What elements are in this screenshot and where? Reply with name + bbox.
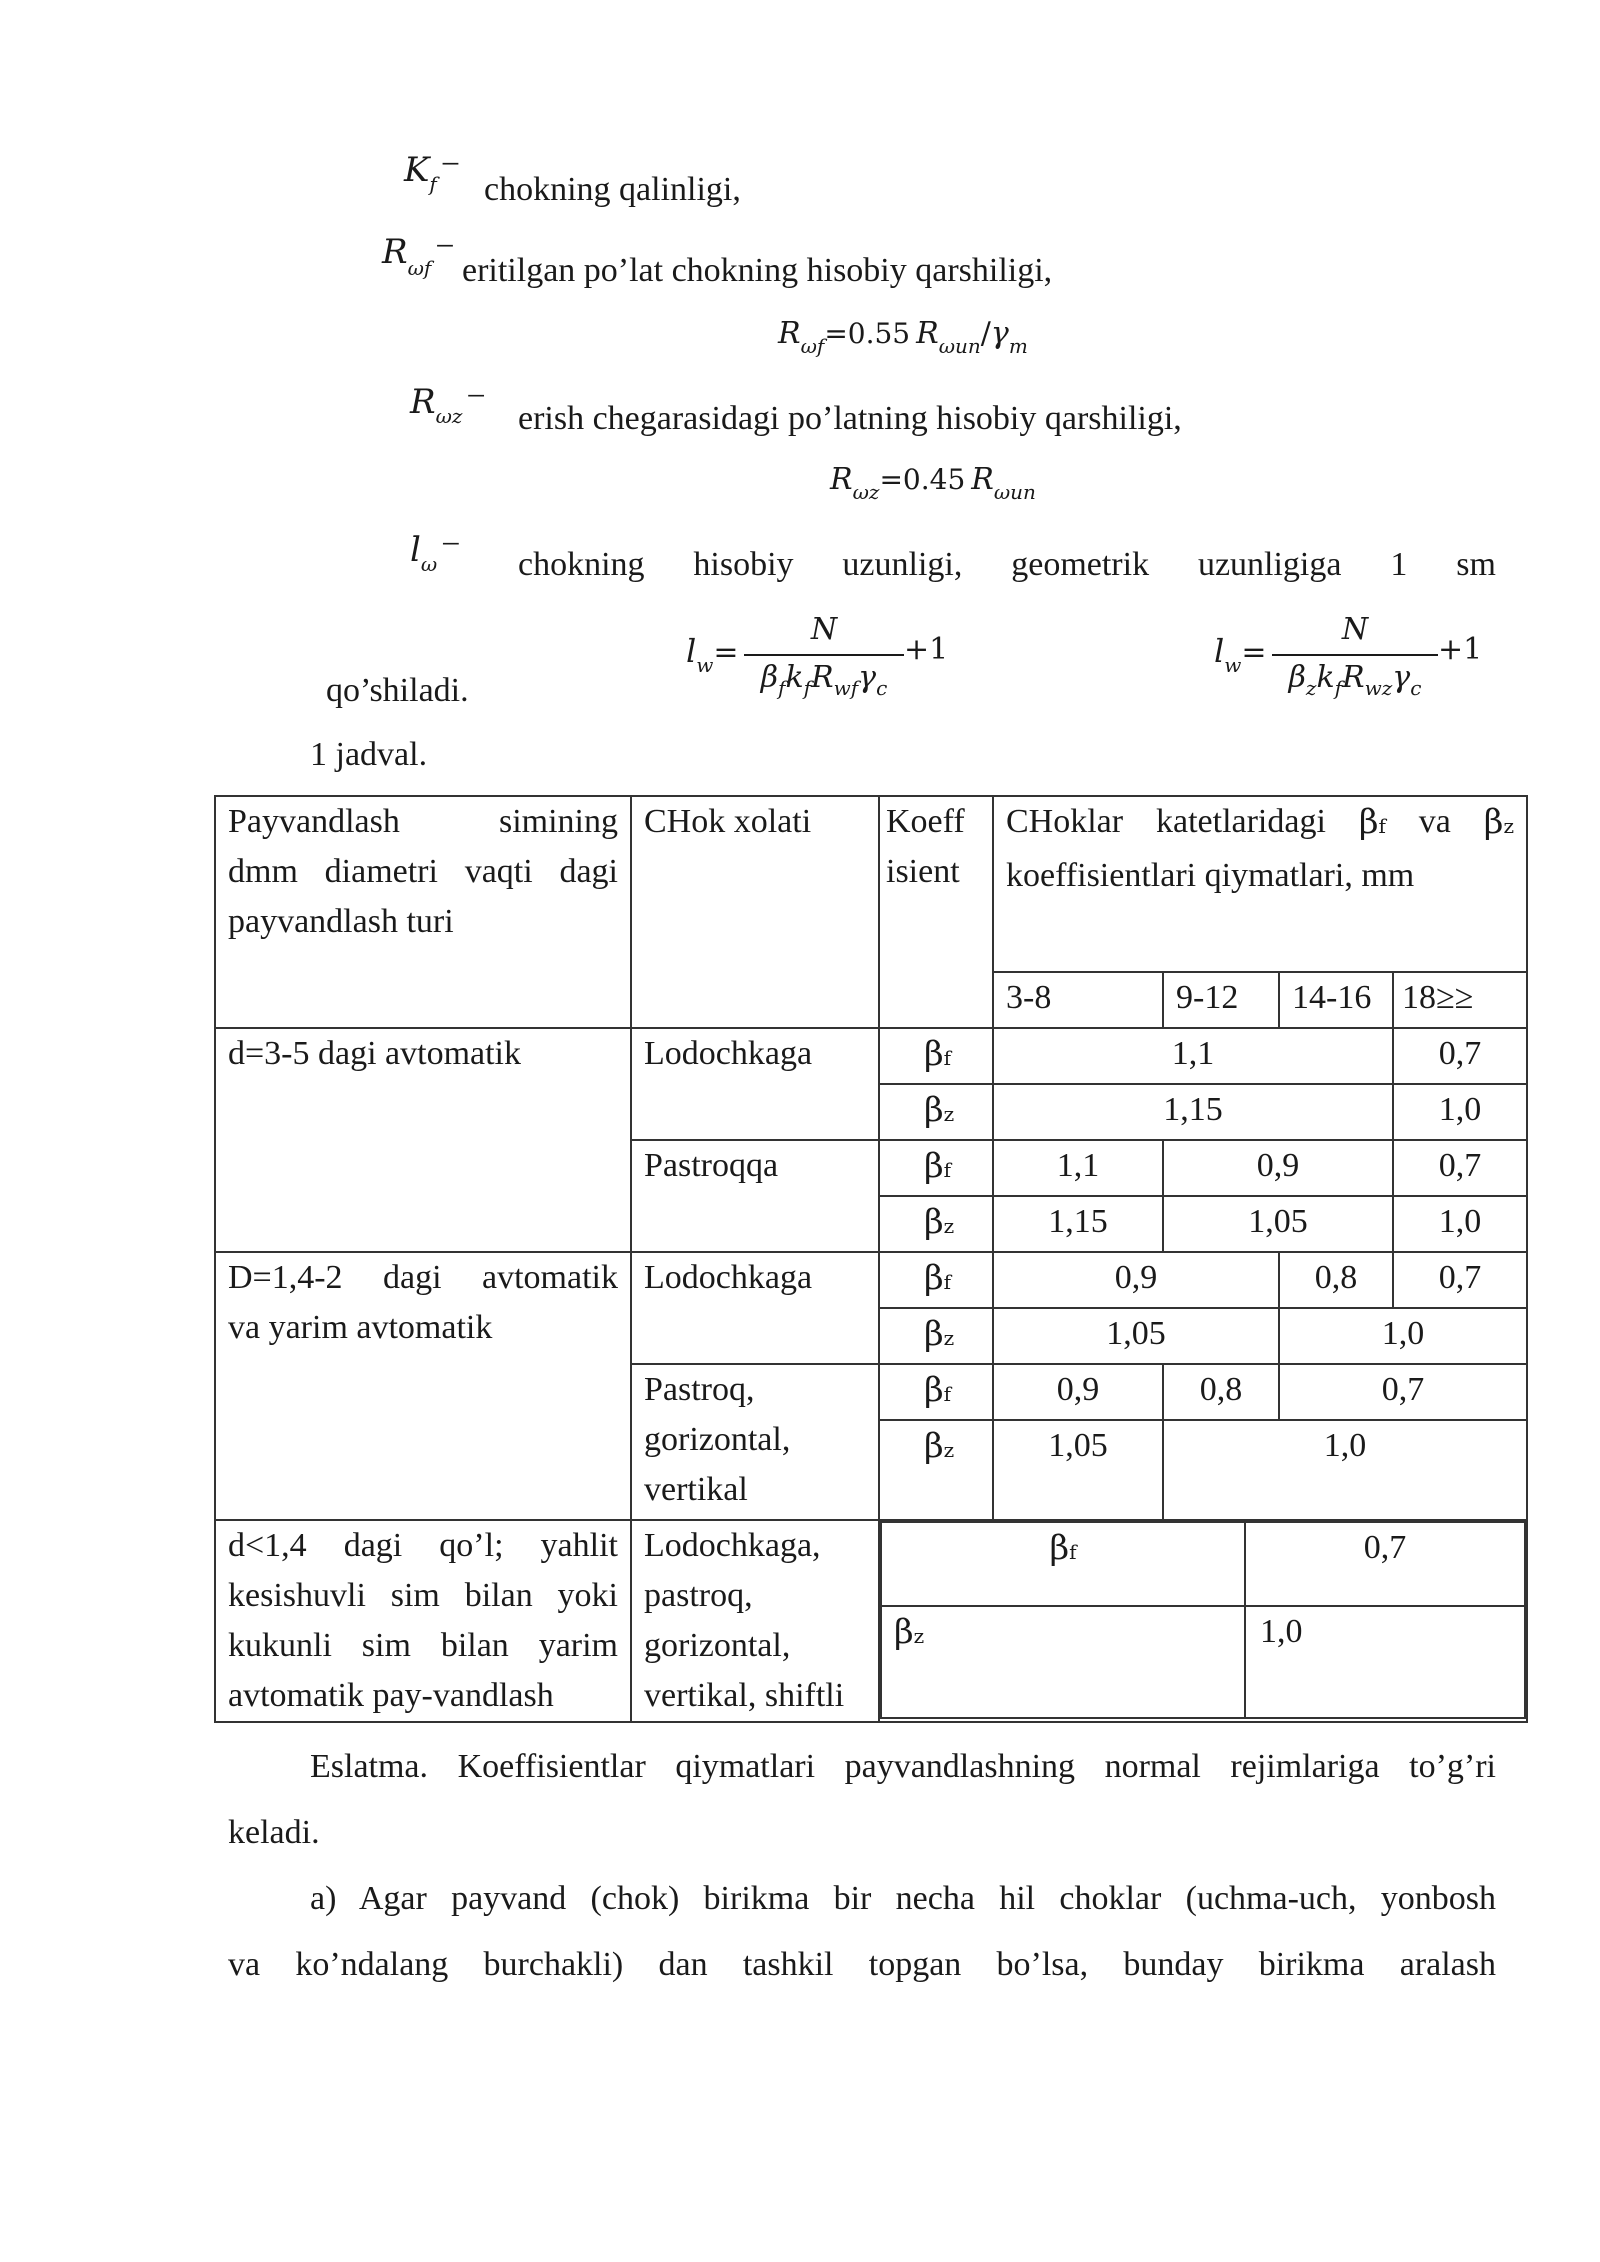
value-cell: 0,9 <box>993 1364 1163 1420</box>
beta-f-label: βf <box>879 1364 993 1420</box>
f2-plus-one: +1 <box>1438 632 1483 667</box>
rwf-symbol: R <box>382 232 408 272</box>
lw-symbol: l <box>410 530 421 570</box>
f1-numerator: N <box>810 612 838 647</box>
f1-eq: = <box>713 635 739 670</box>
type-d1-4-2: D=1,4-2 dagi avtomatik va yarim avtomatik <box>215 1252 631 1520</box>
rwf-formula-slash: / <box>980 316 991 351</box>
beta-z-label: βz <box>881 1606 1245 1718</box>
value-cell: 1,0 <box>1393 1084 1527 1140</box>
def-lw <box>410 526 461 576</box>
header-weld-type: Payvandlash simining dmm diametri vaqti dagi payvandlash turi <box>215 796 631 1028</box>
f2-numerator: N <box>1341 612 1369 647</box>
kf-dash: − <box>440 146 460 183</box>
coefficients-table <box>214 795 1528 1723</box>
value-cell: 1,15 <box>993 1084 1393 1140</box>
f2-denominator: βzkfRwzγc <box>1288 660 1422 700</box>
def-rwf-text: eritilgan po’lat chokning hisobiy qarshiligi, <box>462 252 1053 289</box>
range-14-16: 14-16 <box>1279 972 1393 1028</box>
state-lodochkaga: Lodochkaga <box>631 1028 879 1140</box>
rwz-formula-lhs: R <box>830 462 853 497</box>
beta-f-label: βf <box>879 1028 993 1084</box>
f1-lhs: l <box>686 632 697 670</box>
range-9-12: 9-12 <box>1163 972 1279 1028</box>
value-cell: 0,8 <box>1163 1364 1279 1420</box>
value-cell: 0,7 <box>1393 1028 1527 1084</box>
note-paragraph <box>228 1734 1496 1998</box>
lw-word: sm <box>1456 546 1496 583</box>
value-cell: 1,1 <box>993 1140 1163 1196</box>
beta-z-label: βz <box>879 1308 993 1364</box>
rwf-formula-r: R <box>916 316 939 351</box>
formula-rwz <box>830 462 1036 504</box>
rwz-formula-lhs-sub: ωz <box>852 480 880 504</box>
beta-f-label: βf <box>879 1252 993 1308</box>
rwz-formula-r-sub: ωun <box>993 480 1036 504</box>
beta-z-label: βz <box>879 1196 993 1252</box>
lw-word: 1 <box>1390 546 1408 583</box>
beta-z-label: βz <box>879 1084 993 1140</box>
lw-word: hisobiy <box>693 546 794 583</box>
beta-f-label: βf <box>879 1140 993 1196</box>
rwz-dash: − <box>466 378 486 415</box>
rwz-formula-coef: =0.45 <box>879 463 966 496</box>
rwz-subscript: ωz <box>435 404 463 428</box>
value-cell: 1,0 <box>1163 1420 1527 1520</box>
value-cell: 1,0 <box>1393 1196 1527 1252</box>
def-kf-text: chokning qalinligi, <box>484 171 741 208</box>
rwf-formula-gamma-sub: m <box>1008 334 1028 358</box>
lw-subscript: ω <box>420 552 438 576</box>
rwf-formula-lhs-sub: ωf <box>800 334 825 358</box>
kf-subscript: f <box>429 172 437 196</box>
range-18: 18≥≥ <box>1393 972 1527 1028</box>
header-coefficient: Koeff isient <box>879 796 993 1028</box>
state-all-positions: Lodochkaga, pastroq, gorizontal, vertikal, shiftli <box>631 1520 879 1722</box>
group3-values <box>879 1520 1527 1722</box>
rwz-symbol: R <box>410 382 436 422</box>
type-d3-5: d=3-5 dagi avtomatik <box>215 1028 631 1252</box>
f2-lhs-sub: w <box>1224 653 1242 677</box>
rwz-formula-r: R <box>971 462 994 497</box>
state-lodochkaga: Lodochkaga <box>631 1252 879 1364</box>
value-cell: 1,05 <box>993 1308 1279 1364</box>
beta-f-label: βf <box>881 1522 1245 1606</box>
value-cell: 1,0 <box>1279 1308 1527 1364</box>
note-a-line-1: a) Agar payvand (chok) birikma bir necha hil choklar (uchma-uch, yonbosh <box>310 1880 1496 1917</box>
f1-denominator: βfkfRwfγc <box>760 660 888 700</box>
lw-word: geometrik <box>1011 546 1150 583</box>
formula-lw-f <box>686 612 949 712</box>
f2-fraction-bar <box>1272 654 1438 656</box>
value-cell: 0,7 <box>1393 1252 1527 1308</box>
rwf-formula-r-sub: ωun <box>938 334 981 358</box>
value-cell: 1,05 <box>993 1420 1163 1520</box>
rwf-subscript: ωf <box>407 256 432 280</box>
value-cell: 0,9 <box>993 1252 1279 1308</box>
formula-lw-z <box>1214 612 1494 712</box>
state-pastroq-gorizontal-vertikal: Pastroq, gorizontal, vertikal <box>631 1364 879 1520</box>
value-cell: 1,0 <box>1245 1606 1525 1718</box>
header-values: CHoklar katetlaridagi βf va βz koeffisientlari qiymatlari, mm <box>993 796 1527 972</box>
note-a-line-2: va ko’ndalang burchakli) dan tashkil topgan bo’lsa, bunday birikma aralash <box>228 1946 1496 1983</box>
type-manual-semiauto: d<1,4 dagi qo’l; yahlit kesishuvli sim bilan yoki kukunli sim bilan yarim avtomatik pay-vandlash <box>215 1520 631 1722</box>
def-lw-text <box>518 546 1496 584</box>
def-rwz <box>410 378 486 428</box>
value-cell: 1,1 <box>993 1028 1393 1084</box>
f2-eq: = <box>1241 635 1267 670</box>
value-cell: 0,9 <box>1163 1140 1393 1196</box>
note-line-1: Eslatma. Koeffisientlar qiymatlari payvandlashning normal rejimlariga to’g’ri <box>310 1748 1496 1785</box>
def-lw-tail: qo’shiladi. <box>326 672 469 709</box>
f2-lhs: l <box>1214 632 1225 670</box>
rwf-formula-gamma: γ <box>990 316 1009 351</box>
f1-lhs-sub: w <box>696 653 714 677</box>
note-line-2: keladi. <box>228 1814 320 1851</box>
lw-dash: − <box>441 526 461 563</box>
table-caption: 1 jadval. <box>310 736 428 773</box>
f1-plus-one: +1 <box>904 632 949 667</box>
value-cell: 0,8 <box>1279 1252 1393 1308</box>
beta-z-label: βz <box>879 1420 993 1520</box>
value-cell: 0,7 <box>1393 1140 1527 1196</box>
rwf-formula-lhs: R <box>778 316 801 351</box>
lw-word: chokning <box>518 546 645 583</box>
rwf-dash: − <box>435 228 455 265</box>
lw-word: uzunligiga <box>1197 546 1342 583</box>
value-cell: 0,7 <box>1279 1364 1527 1420</box>
f1-fraction-bar <box>744 654 904 656</box>
value-cell: 0,7 <box>1245 1522 1525 1606</box>
value-cell: 1,15 <box>993 1196 1163 1252</box>
formula-rwf <box>778 316 1028 358</box>
value-cell: 1,05 <box>1163 1196 1393 1252</box>
rwf-formula-coef: =0.55 <box>824 317 911 350</box>
lw-word: uzunligi, <box>842 546 963 583</box>
state-pastroqqa: Pastroqqa <box>631 1140 879 1252</box>
header-seam-state: CHok xolati <box>631 796 879 1028</box>
kf-symbol: K <box>404 150 430 190</box>
range-3-8: 3-8 <box>993 972 1163 1028</box>
def-rwf <box>382 228 455 280</box>
def-kf <box>404 146 460 196</box>
def-rwz-text: erish chegarasidagi po’latning hisobiy qarshiligi, <box>518 400 1182 437</box>
